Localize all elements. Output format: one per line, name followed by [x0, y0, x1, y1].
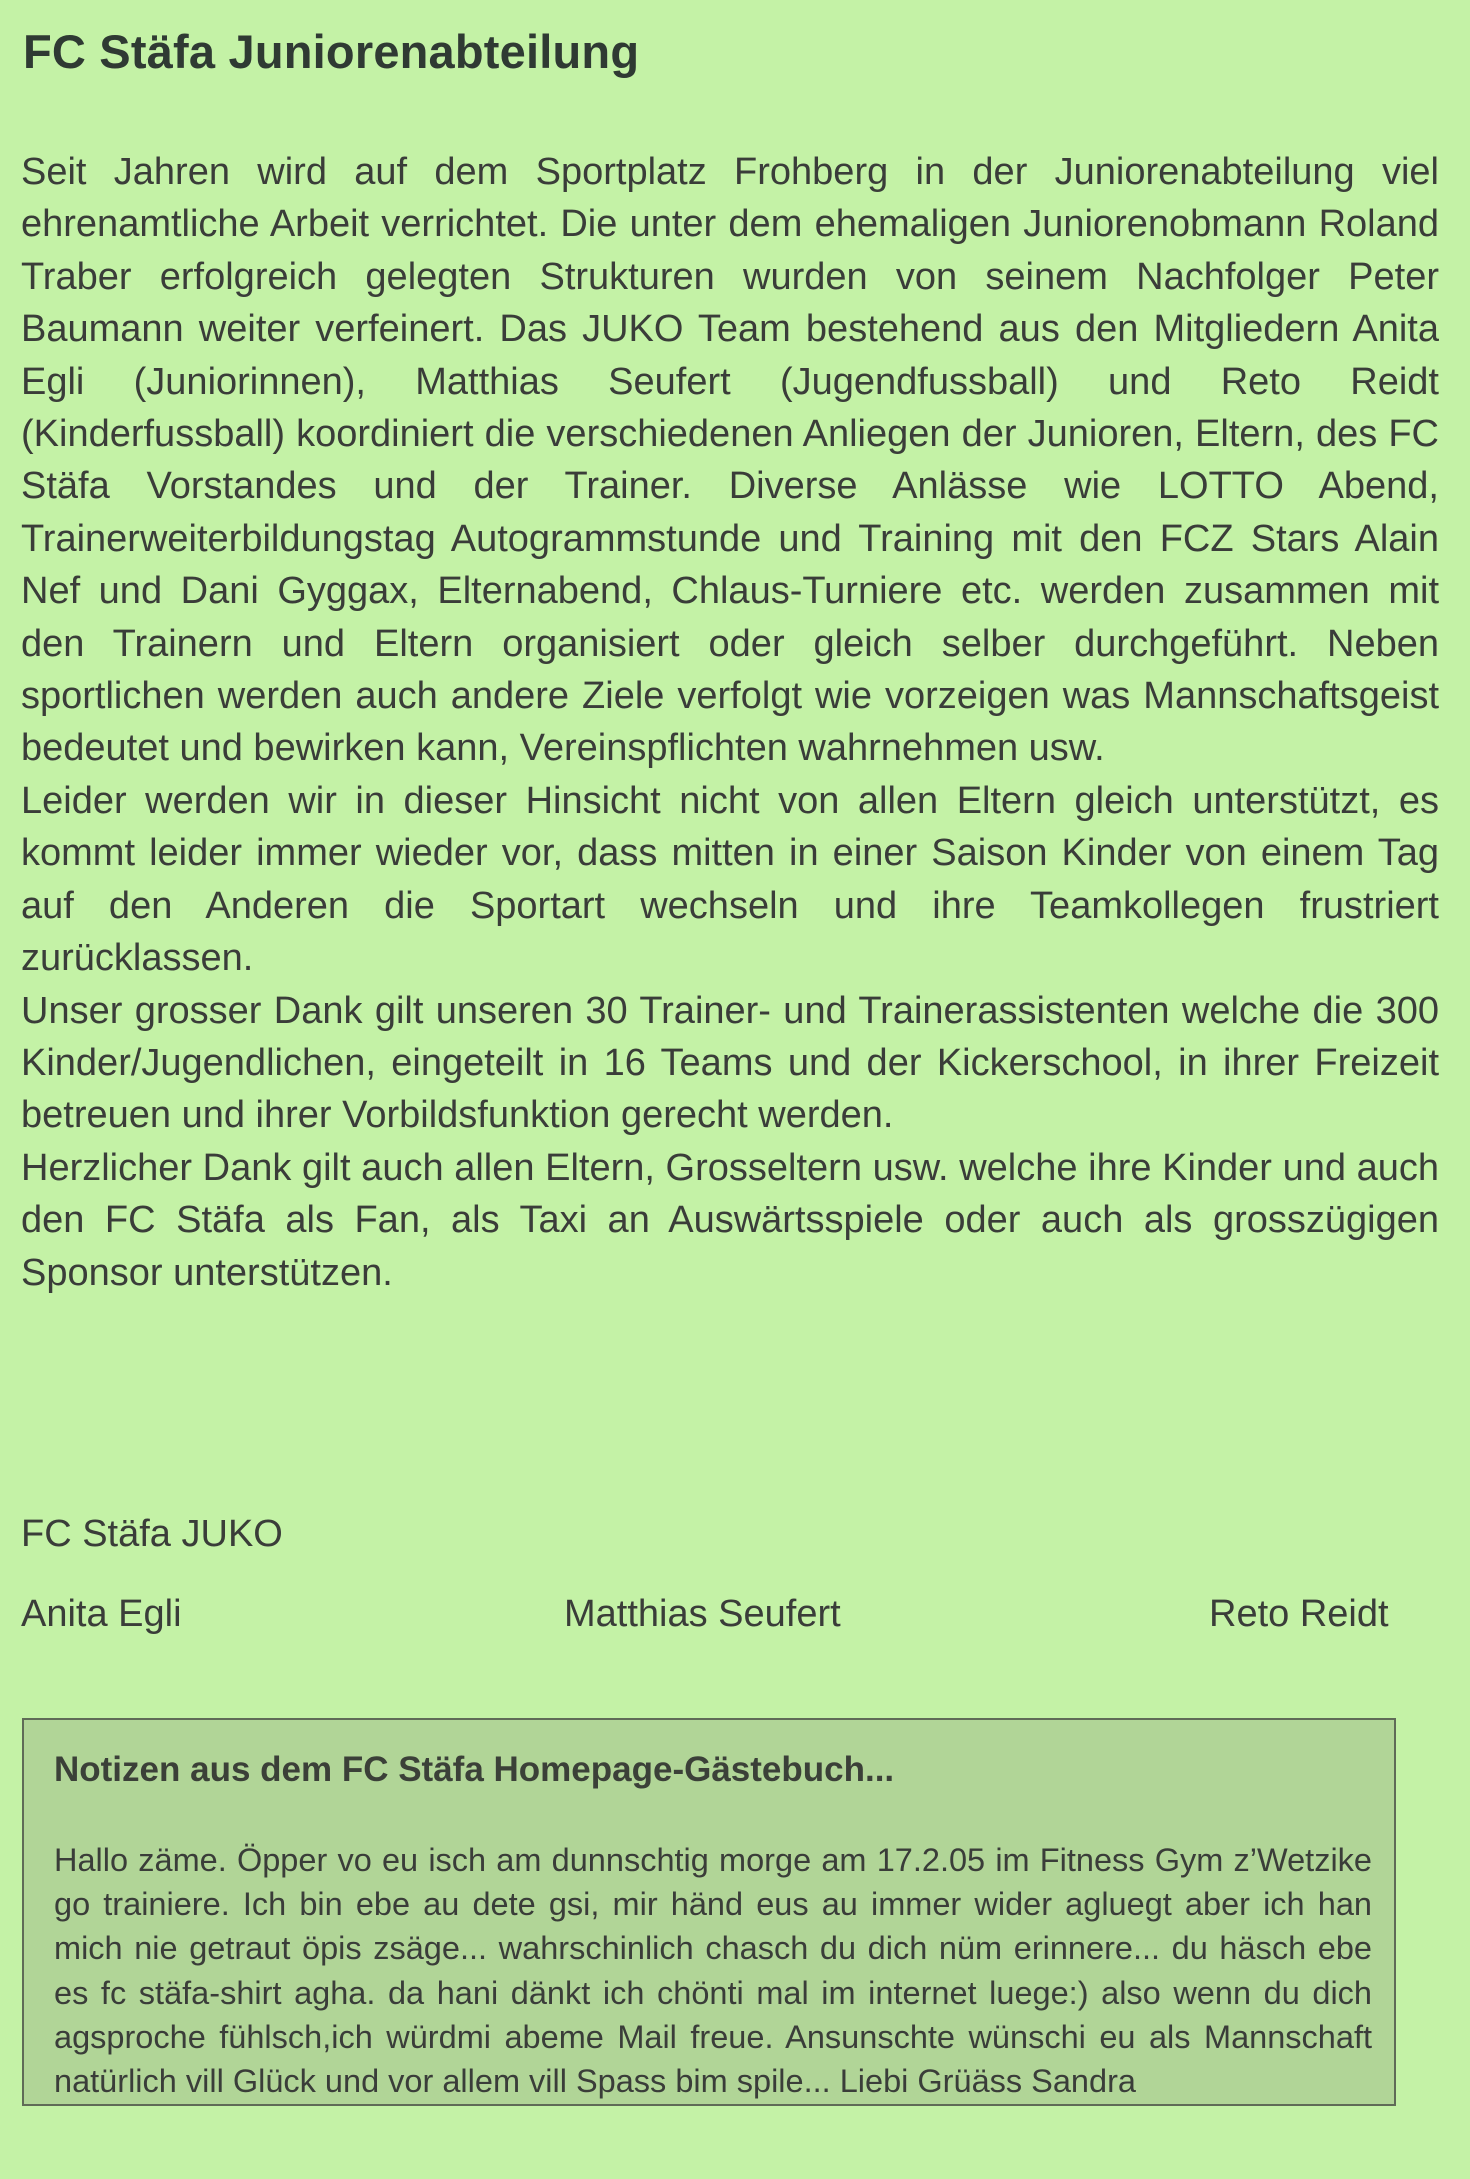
signature-organization: FC Stäfa JUKO: [21, 1513, 283, 1555]
article-paragraph: Seit Jahren wird auf dem Sportplatz Frohberg in der Juniorenabteilung viel ehrenamtliche Arbeit verrichtet. Die unter dem ehemaligen Juniorenobmann Roland Traber erfolgreich gelegten Strukturen wurden von seinem Nachfolger Peter Baumann weiter verfeinert. Das JUKO Team bestehend aus den Mitgliedern Anita Egli (Juniorinnen), Matthias Seufert (Jugendfussball) und Reto Reidt (Kinderfussball) koordiniert die verschiedenen Anliegen der Junioren, Eltern, des FC Stäfa Vorstandes und der Trainer. Diverse Anlässe wie LOTTO Abend, Trainerweiterbildungstag Autogrammstunde und Training mit den FCZ Stars Alain Nef und Dani Gyggax, Elternabend, Chlaus-Turniere etc. werden zusammen mit den Trainern und Eltern organisiert oder gleich selber durchgeführt. Neben sportlichen werden auch andere Ziele verfolgt wie vorzeigen was Mannschaftsgeist bedeutet und bewirken kann, Vereinspflichten wahrnehmen usw.: [21, 151, 1439, 770]
signature-name: Matthias Seufert: [564, 1593, 841, 1635]
article-body: [21, 146, 1439, 1299]
guestbook-entry: Hallo zäme. Öpper vo eu isch am dunnschtig morge am 17.2.05 im Fitness Gym z’Wetzike go trainiere. Ich bin ebe au dete gsi, mir händ eus au immer wider agluegt aber ich han mich nie getraut öpis zsäge... wahrschinlich chasch du dich nüm erinnere... du häsch ebe es fc stäfa-shirt agha. da hani dänkt ich chönti mal im internet luege:) also wenn du dich agsproche fühlsch,ich würdmi abeme Mail freue. Ansunschte wünschi eu als Mannschaft natürlich vill Glück und vor allem vill Spass bim spile... Liebi Grüäss Sandra: [54, 1842, 1372, 2100]
article-paragraph: Leider werden wir in dieser Hinsicht nicht von allen Eltern gleich unterstützt, es kommt leider immer wieder vor, dass mitten in einer Saison Kinder von einem Tag auf den Anderen die Sportart wechseln und ihre Teamkollegen frustriert zurücklassen.: [21, 779, 1439, 980]
guestbook-box: [22, 1718, 1396, 2106]
signature-name: Reto Reidt: [1209, 1593, 1389, 1635]
article-paragraph: Herzlicher Dank gilt auch allen Eltern, Grosseltern usw. welche ihre Kinder und auch den FC Stäfa als Fan, als Taxi an Auswärtsspiele oder auch als grosszügigen Sponsor unterstützen.: [21, 1146, 1439, 1294]
signature-name: Anita Egli: [21, 1593, 182, 1635]
guestbook-title: Notizen aus dem FC Stäfa Homepage-Gästebuch...: [54, 1750, 895, 1789]
page-title: FC Stäfa Juniorenabteilung: [23, 25, 640, 78]
article-paragraph: Unser grosser Dank gilt unseren 30 Trainer- und Trainerassistenten welche die 300 Kinder/Jugendlichen, eingeteilt in 16 Teams und der Kickerschool, in ihrer Freizeit betreuen und ihrer Vorbildsfunktion gerecht werden.: [21, 989, 1439, 1137]
